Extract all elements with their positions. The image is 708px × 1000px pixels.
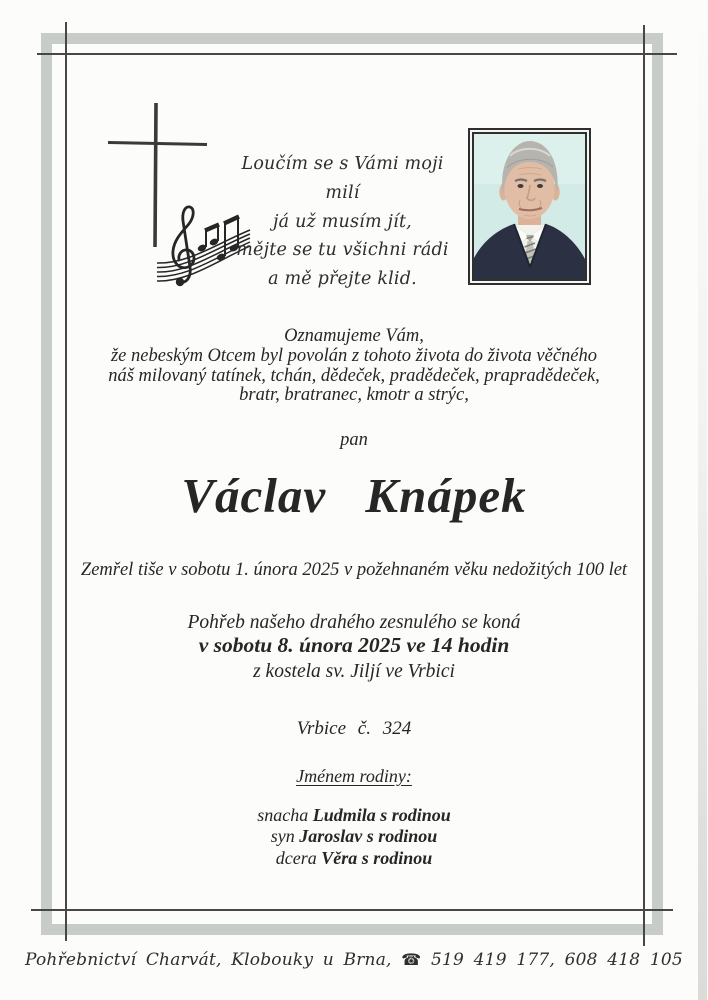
frame-line-bottom (31, 909, 673, 911)
verse-line: Loučím se s Vámi moji milí (241, 154, 444, 203)
verse-line: a mě přejte klid. (268, 269, 417, 290)
verse-line: mějte se tu všichni rádi (236, 240, 449, 261)
family-member-row (0, 805, 708, 826)
funeral-date-time: v sobotu 8. února 2025 ve 14 hodin (198, 633, 510, 657)
funeral-info-line: Pohřeb našeho drahého zesnulého se koná (187, 612, 521, 633)
deceased-name: Václav Knápek (181, 468, 527, 523)
announcement-paragraph (0, 327, 708, 406)
frame-line-top (37, 53, 677, 55)
family-member-name: Věra s rodinou (321, 847, 433, 868)
portrait-photo-inner-frame (472, 132, 587, 281)
family-member-row (0, 826, 708, 847)
home-address: Vrbice č. 324 (296, 718, 412, 739)
funeral-home-footer (0, 950, 708, 970)
funeral-home-city: Klobouky u Brna, (231, 950, 392, 970)
portrait-illustration (474, 134, 585, 279)
family-member-name: Ludmila s rodinou (312, 805, 451, 825)
funeral-church: z kostela sv. Jiljí ve Vrbici (253, 661, 455, 682)
family-list (0, 805, 708, 869)
family-relation: snacha (257, 805, 309, 825)
family-heading (0, 766, 708, 787)
announcement-line: bratr, bratranec, kmotr a strýc, (239, 385, 469, 406)
portrait-photo (468, 128, 591, 285)
farewell-verse (225, 150, 460, 294)
announcement-line: Oznamujeme Vám, (284, 326, 424, 346)
family-member-row (0, 848, 708, 869)
announcement-line: že nebeským Otcem byl povolán z tohoto života do života věčného (110, 345, 597, 366)
title-prefix: pan (340, 430, 368, 450)
family-relation: dcera (275, 847, 317, 868)
death-notice: Zemřel tiše v sobotu 1. února 2025 v požehnaném věku nedožitých 100 let (80, 560, 628, 580)
cross-icon (108, 103, 207, 247)
announcement-line: náš milovaný tatínek, tchán, dědeček, pradědeček, prapradědeček, (108, 365, 600, 386)
scan-edge-shadow (698, 0, 707, 1000)
family-member-name: Jaroslav s rodinou (299, 826, 438, 847)
family-heading-text: Jménem rodiny: (296, 766, 412, 786)
verse-line: já už musím jít, (273, 211, 412, 232)
phone-icon: ☎ (401, 950, 422, 969)
funeral-home-name: Pohřebnictví Charvát, (25, 950, 222, 970)
family-relation: syn (270, 826, 295, 847)
funeral-home-phones: 519 419 177, 608 418 105 (431, 950, 683, 970)
